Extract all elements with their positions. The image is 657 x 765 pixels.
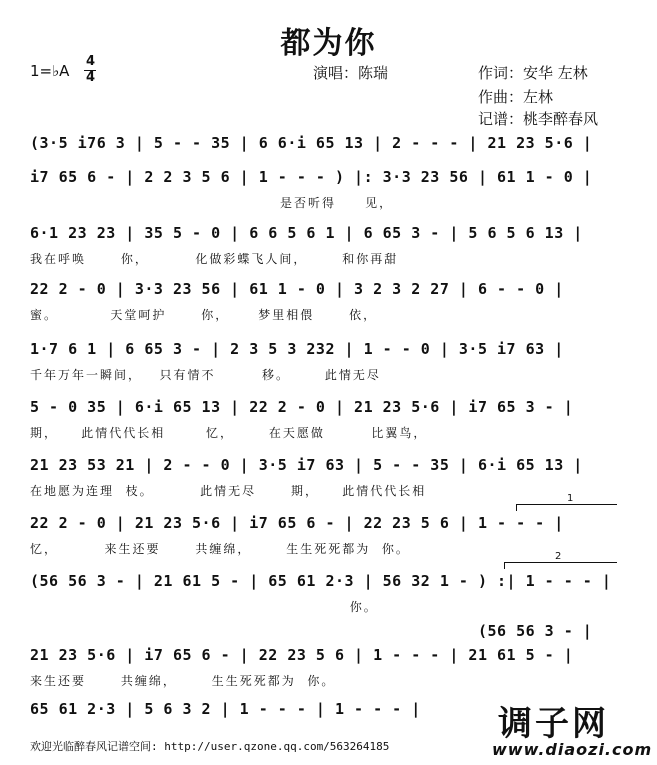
score-row-2	[30, 168, 630, 228]
composer-credit: 作曲：左林	[478, 88, 554, 106]
notation-line: 5 - 0 35 | 6·i 65 13 | 22 2 - 0 | 21 23 5·6 | i7 65 3 - |	[30, 398, 574, 416]
transcriber-credit: 记谱：桃李醉春风	[478, 110, 599, 128]
watermark-url: www.diaozi.com	[492, 740, 653, 759]
notation-line: 21 23 5·6 | i7 65 6 - | 22 23 5 6 | 1 - - - | 21 61 5 - |	[30, 646, 574, 664]
time-signature-top: 4	[86, 54, 96, 69]
lyric-line: 忆， 来生还要 共缠绵， 生生死死都为 你。	[30, 542, 410, 556]
score-row-3	[30, 224, 630, 284]
time-signature-bottom: 4	[86, 70, 96, 85]
lyricist-credit: 作词：安华 左林	[478, 64, 588, 82]
notation-line: 65 61 2·3 | 5 6 3 2 | 1 - - - | 1 - - - |	[30, 700, 421, 718]
notation-line: 22 2 - 0 | 3·3 23 56 | 61 1 - 0 | 3 2 3 2 27 | 6 - - 0 |	[30, 280, 564, 298]
footer-credit: 欢迎光临醉春风记谱空间: http://user.qzone.qq.com/563264185	[30, 740, 390, 753]
key-signature: 1=♭A	[30, 62, 70, 80]
second-ending-number: 2	[555, 551, 562, 562]
lyric-line: 你。	[30, 600, 378, 614]
notation-line: 1·7 6 1 | 6 65 3 - | 2 3 5 3 232 | 1 - - 0 | 3·5 i7 63 |	[30, 340, 564, 358]
notation-line: (3·5 i76 3 | 5 - - 35 | 6 6·i 65 13 | 2 - - - | 21 23 5·6 |	[30, 134, 593, 152]
song-title: 都为你	[280, 26, 377, 61]
lyric-line: 千年万年一瞬间， 只有情不 移。 此情无尽	[30, 368, 381, 382]
notation-line: 22 2 - 0 | 21 23 5·6 | i7 65 6 - | 22 23 5 6 | 1 - - - |	[30, 514, 564, 532]
lyric-line: 蜜。 天堂呵护 你， 梦里相偎 依，	[30, 308, 378, 322]
notation-line: i7 65 6 - | 2 2 3 5 6 | 1 - - - ) |: 3·3 23 56 | 61 1 - 0 |	[30, 168, 593, 186]
second-ending-bracket	[504, 551, 617, 569]
lyric-line: 是否听得 见，	[30, 196, 394, 210]
lyric-line: 期， 此情代代长相 忆， 在天愿做 比翼鸟，	[30, 426, 428, 440]
first-ending-number: 1	[567, 493, 574, 504]
lyric-line: 在地愿为连理 枝。 此情无尽 期， 此情代代长相	[30, 484, 427, 498]
singer-credit: 演唱：陈瑞	[313, 64, 389, 82]
notation-line: (56 56 3 - | 21 61 5 - | 65 61 2·3 | 56 32 1 - ) :| 1 - - - |	[30, 572, 612, 590]
lyric-line: 我在呼唤 你， 化做彩蝶飞人间， 和你再甜	[30, 252, 399, 266]
notation-line: (56 56 3 - |	[30, 622, 593, 640]
notation-line: 21 23 53 21 | 2 - - 0 | 3·5 i7 63 | 5 - - 35 | 6·i 65 13 |	[30, 456, 583, 474]
score-row-4	[30, 280, 630, 340]
notation-line: 6·1 23 23 | 35 5 - 0 | 6 6 5 6 1 | 6 65 3 - | 5 6 5 6 13 |	[30, 224, 583, 242]
first-ending-bracket	[516, 493, 617, 511]
watermark-title: 调子网	[498, 704, 609, 744]
score-row-5	[30, 340, 630, 400]
lyric-line: 来生还要 共缠绵， 生生死死都为 你。	[30, 674, 336, 688]
score-row-6	[30, 398, 630, 458]
